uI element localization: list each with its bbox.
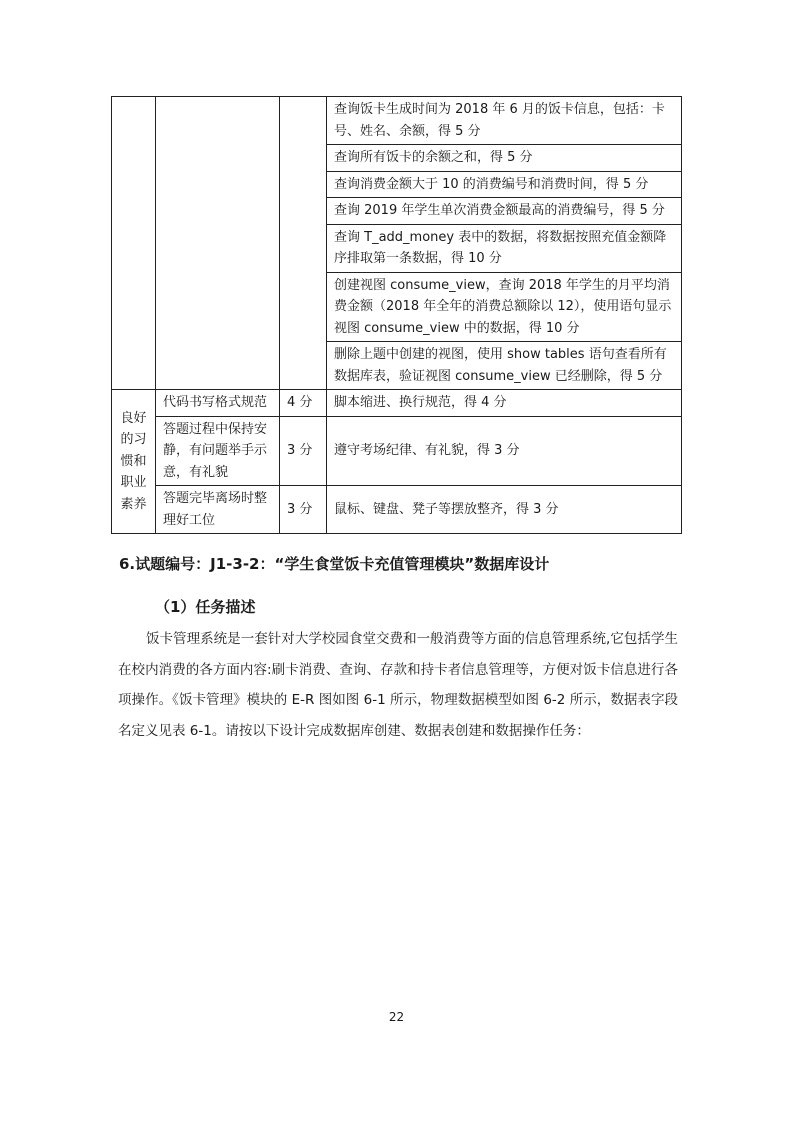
- table-row: [112, 97, 682, 145]
- scoring-table: [111, 96, 682, 534]
- page-number: 22: [388, 1010, 405, 1024]
- criterion-cell: 脚本缩进、换行规范，得 4 分: [327, 390, 682, 417]
- habit-item-cell: 代码书写格式规范: [156, 390, 280, 417]
- habit-score-cell: 3 分: [280, 416, 327, 486]
- criterion-cell: 查询 T_add_money 表中的数据，将数据按照充值金额降序排取第一条数据，得 10 分: [327, 224, 682, 272]
- task-description-paragraph: 饭卡管理系统是一套针对大学校园食堂交费和一般消费等方面的信息管理系统,它包括学生在校内消费的各方面内容:刷卡消费、查询、存款和持卡者信息管理等，方便对饭卡信息进行各项操作。《饭卡管理》模块的 E-R 图如图 6-1 所示，物理数据模型如图 6-2 所示，数据表字段名定义见表 6-1。请按以下设计完成数据库创建、数据表创建和数据操作任务：: [118, 631, 678, 739]
- criterion-cell: 遵守考场纪律、有礼貌，得 3 分: [327, 416, 682, 486]
- empty-score-cell: [280, 97, 327, 390]
- criterion-cell: 查询 2019 年学生单次消费金额最高的消费编号，得 5 分: [327, 198, 682, 225]
- habit-item-cell: 答题过程中保持安静，有问题举手示意，有礼貌: [156, 416, 280, 486]
- habit-category-cell: 良好的习惯和职业素养: [112, 390, 156, 534]
- criterion-cell: 查询饭卡生成时间为 2018 年 6 月的饭卡信息，包括：卡号、姓名、余额，得 5 分: [327, 97, 682, 145]
- section-heading: 6.试题编号：J1-3-2：“学生食堂饭卡充值管理模块”数据库设计: [119, 555, 550, 573]
- table-row: [112, 486, 682, 534]
- criterion-cell: 创建视图 consume_view，查询 2018 年学生的月平均消费金额（2018 年全年的消费总额除以 12），使用语句显示视图 consume_view 中的数据，得 10 分: [327, 272, 682, 342]
- criterion-cell: 查询消费金额大于 10 的消费编号和消费时间，得 5 分: [327, 171, 682, 198]
- criterion-cell: 删除上题中创建的视图，使用 show tables 语句查看所有数据库表，验证视图 consume_view 已经删除，得 5 分: [327, 342, 682, 390]
- habit-item-cell: 答题完毕离场时整理好工位: [156, 486, 280, 534]
- table-row: [112, 416, 682, 486]
- empty-category-cell: [112, 97, 156, 390]
- subsection-heading: （1）任务描述: [155, 598, 256, 616]
- habit-score-cell: 4 分: [280, 390, 327, 417]
- empty-item-cell: [156, 97, 280, 390]
- criterion-cell: 鼠标、键盘、凳子等摆放整齐，得 3 分: [327, 486, 682, 534]
- table-row: [112, 390, 682, 417]
- habit-score-cell: 3 分: [280, 486, 327, 534]
- criterion-cell: 查询所有饭卡的余额之和，得 5 分: [327, 145, 682, 172]
